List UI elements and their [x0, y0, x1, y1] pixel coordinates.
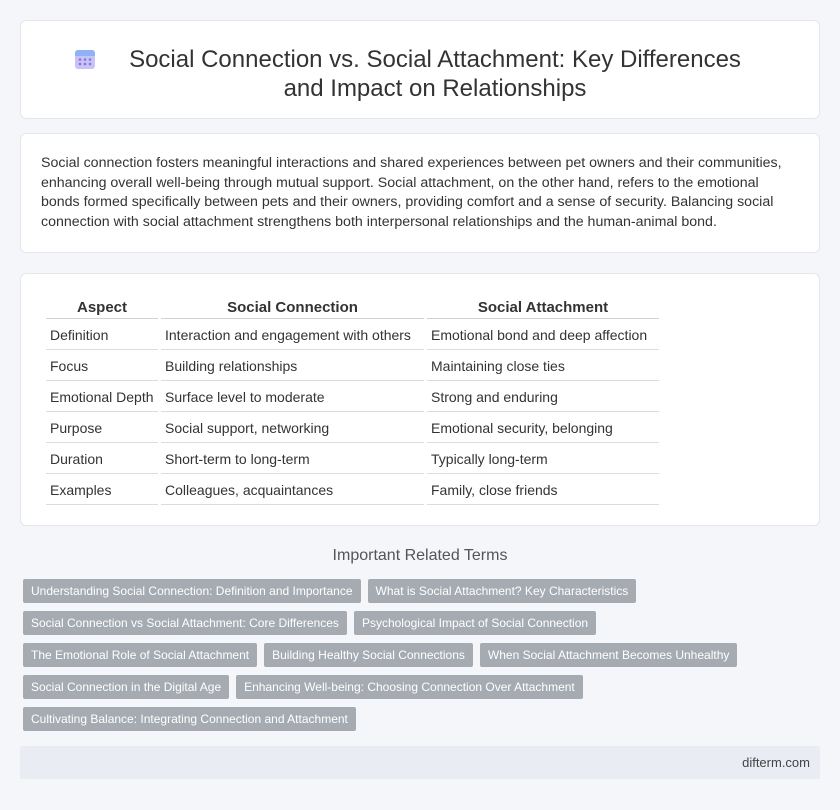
intro-card [20, 133, 820, 253]
table-row [46, 443, 659, 474]
related-terms-title: Important Related Terms [332, 547, 508, 564]
table-cell: Examples [46, 474, 158, 505]
table-cell: Purpose [46, 412, 158, 443]
table-cell: Emotional Depth [46, 381, 158, 412]
table-cell: Focus [46, 350, 158, 381]
table-cell: Interaction and engagement with others [161, 319, 424, 350]
page-title: Social Connection vs. Social Attachment: Key Differences and Impact on Relationships [129, 46, 741, 102]
title-card [20, 20, 820, 119]
table-cell: Colleagues, acquaintances [161, 474, 424, 505]
table-row [46, 381, 659, 412]
intro-paragraph: Social connection fosters meaningful interactions and shared experiences between pet owners and their communities, enhancing overall well-being through mutual support. Social attachment, on the other hand, refers to the emotional bonds formed specifically between pets and their owners, providing comfort and a sense of security. Balancing social connection with social attachment strengthens both interpersonal relationships and the human-animal bond. [41, 155, 782, 230]
table-cell: Surface level to moderate [161, 381, 424, 412]
table-row [46, 474, 659, 505]
table-cell: Definition [46, 319, 158, 350]
table-cell: Maintaining close ties [427, 350, 659, 381]
related-term-chip[interactable]: Building Healthy Social Connections [264, 643, 473, 667]
chip-row [23, 643, 803, 667]
header-social-connection: Social Connection [161, 296, 424, 319]
related-term-chip[interactable]: What is Social Attachment? Key Characteristics [368, 579, 637, 603]
comparison-card [20, 273, 820, 526]
table-row [46, 412, 659, 443]
table-cell: Typically long-term [427, 443, 659, 474]
chip-row [23, 675, 803, 699]
header-social-attachment: Social Attachment [427, 296, 659, 319]
related-term-chip[interactable]: When Social Attachment Becomes Unhealthy [480, 643, 737, 667]
related-term-chip[interactable]: Psychological Impact of Social Connection [354, 611, 596, 635]
table-cell: Strong and enduring [427, 381, 659, 412]
table-row [46, 350, 659, 381]
comparison-table [43, 296, 662, 505]
footer-site-link[interactable]: difterm.com [742, 755, 810, 770]
table-row [46, 319, 659, 350]
chip-row [23, 579, 803, 603]
related-term-chip[interactable]: Social Connection vs Social Attachment: Core Differences [23, 611, 347, 635]
table-cell: Building relationships [161, 350, 424, 381]
related-term-chip[interactable]: Understanding Social Connection: Definition and Importance [23, 579, 361, 603]
table-cell: Emotional security, belonging [427, 412, 659, 443]
related-term-chip[interactable]: Enhancing Well-being: Choosing Connection Over Attachment [236, 675, 583, 699]
related-term-chip[interactable]: The Emotional Role of Social Attachment [23, 643, 257, 667]
table-cell: Short-term to long-term [161, 443, 424, 474]
footer [20, 746, 820, 779]
table-cell: Emotional bond and deep affection [427, 319, 659, 350]
table-cell: Duration [46, 443, 158, 474]
table-cell: Social support, networking [161, 412, 424, 443]
table-header-row [46, 296, 659, 319]
related-term-chip[interactable]: Cultivating Balance: Integrating Connection and Attachment [23, 707, 356, 731]
table-cell: Family, close friends [427, 474, 659, 505]
related-term-chip[interactable]: Social Connection in the Digital Age [23, 675, 229, 699]
header-aspect: Aspect [46, 296, 158, 319]
related-terms-list [23, 579, 803, 739]
chip-row [23, 611, 803, 635]
chip-row [23, 707, 803, 731]
